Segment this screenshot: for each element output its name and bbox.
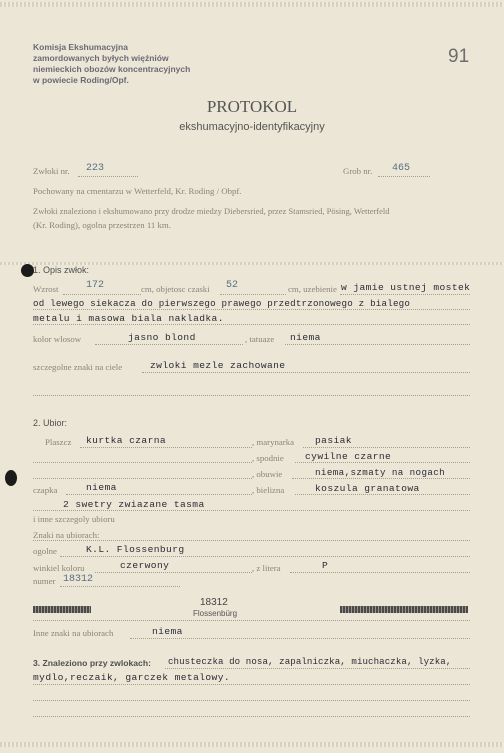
znaleziono-line-1	[165, 668, 470, 669]
spodnie-value: cywilne czarne	[305, 451, 392, 462]
pochowany-text: Pochowany na cmentarzu w Wetterfeld, Kr. Roding / Obpf.	[33, 186, 242, 196]
page-subtitle: ekshumacyjno-identyfikacyjny	[179, 121, 325, 133]
inne-znaki-line	[130, 638, 470, 639]
marynarka-value: pasiak	[315, 435, 352, 446]
litera-label: , z litera	[252, 563, 281, 573]
czaszka-value: 52	[226, 280, 239, 291]
bielizna-value: koszula granatowa	[315, 483, 420, 494]
inne-znaki-value: niema	[152, 626, 183, 637]
plaszcz-value: kurtka czarna	[86, 435, 167, 446]
inne-szczegoly-label: i inne szczegoly ubioru	[33, 514, 115, 524]
zwloki-line	[78, 176, 138, 177]
plaszcz-label: Plaszcz	[45, 437, 72, 447]
ogolne-line	[60, 556, 470, 557]
znaleziono-value-1: chusteczka do nosa, zapalniczka, miuchaczka, lyzka,	[168, 656, 452, 667]
obuwie-line-left	[33, 478, 252, 479]
section-opis-heading: 1. Opis zwłok:	[33, 265, 90, 275]
znaleziono-value-2: mydlo,reczaik, garczek metalowy.	[33, 672, 231, 683]
obuwie-line	[292, 478, 470, 479]
winkiel-label: winkiel koloru	[33, 563, 85, 573]
znaleziono-line-3	[33, 700, 470, 701]
struck-entry-left	[33, 606, 91, 613]
czapka-value: niema	[86, 482, 117, 493]
znaleziono-line-4	[33, 716, 470, 717]
znaleziono-line-2	[33, 684, 470, 685]
spodnie-line-left	[33, 462, 252, 463]
czaszka-line	[220, 294, 286, 295]
header-line-1: Komisja Ekshumacyjna	[33, 42, 128, 52]
wzrost-line	[63, 294, 141, 295]
stamp-place: Flossenbürg	[193, 609, 238, 618]
uzebienie-line-b	[33, 309, 470, 310]
zwloki-label: Zwłoki nr.	[33, 166, 70, 176]
page-title: PROTOKOL	[206, 97, 298, 116]
znalezione-line-2: (Kr. Roding), ogolna przestrzen 11 km.	[33, 220, 171, 230]
szczegolne-value: zwloki mezle zachowane	[150, 360, 286, 371]
winkiel-line	[95, 572, 252, 573]
tatuaze-label: , tatuaze	[245, 334, 275, 344]
wzrost-value: 172	[86, 280, 105, 291]
wzrost-label: Wzrost	[33, 284, 59, 294]
spodnie-line	[295, 462, 470, 463]
uzebienie-value-3: metalu i masowa biala nakladka.	[33, 313, 224, 324]
page-number: 91	[448, 46, 470, 67]
punch-hole-bottom	[5, 470, 17, 486]
uzebienie-value-1: w jamie ustnej mostek	[341, 282, 471, 293]
stamp-line	[33, 620, 470, 621]
header-line-4: w powiecie Roding/Opf.	[33, 75, 129, 85]
kolor-label: kolor wlosow	[33, 334, 82, 344]
znalezione-line-1: Zwłoki znaleziono i ekshumowano przy drodze miedzy Diebersried, przez Stamsried, Pösing, Wetterfeld	[33, 206, 390, 216]
grob-label: Grob nr.	[343, 166, 373, 176]
spodnie-label: , spodnie	[252, 453, 284, 463]
kolor-value: jasno blond	[128, 332, 196, 343]
numer-line	[60, 586, 180, 587]
top-border-band	[0, 2, 504, 7]
marynarka-label: , marynarka	[252, 437, 295, 447]
swetry-value: 2 swetry zwiazane tasma	[63, 499, 205, 510]
uzebienie-value-2: od lewego siekacza do pierwszego prawego przedtrzonowego z bialego	[33, 298, 411, 309]
swetry-line	[33, 510, 470, 511]
znaki-label: Znaki na ubiorach:	[33, 530, 100, 540]
tatuaze-value: niema	[290, 332, 321, 343]
header-line-2: zamordowanych byłych więźniów	[33, 53, 169, 63]
grob-number: 465	[392, 163, 411, 174]
szczegolne-line	[142, 372, 470, 373]
obuwie-value: niema,szmaty na nogach	[315, 467, 446, 478]
grob-line	[378, 176, 430, 177]
uzebienie-line-a	[340, 294, 470, 295]
winkiel-value: czerwony	[120, 560, 170, 571]
tatuaze-line	[285, 344, 470, 345]
kolor-line	[95, 344, 243, 345]
section-ubior-heading: 2. Ubior:	[33, 418, 68, 428]
czapka-label: czapka	[33, 485, 58, 495]
numer-label: numer	[33, 576, 56, 586]
ogolne-label: ogolne	[33, 546, 57, 556]
uzebienie-label: cm, uzebienie	[288, 284, 337, 294]
stamp-number: 18312	[200, 597, 228, 608]
litera-value: P	[322, 560, 329, 571]
bielizna-label: , bielizna	[252, 485, 285, 495]
litera-line	[290, 572, 470, 573]
section-znaleziono-heading: 3. Znaleziono przy zwlokach:	[33, 658, 151, 668]
czapka-line	[66, 494, 252, 495]
inne-szczegoly-line	[33, 540, 470, 541]
obuwie-label: , obuwie	[252, 469, 283, 479]
commission-header	[33, 42, 190, 86]
ogolne-value: K.L. Flossenburg	[86, 544, 185, 555]
uzebienie-line-c	[33, 324, 470, 325]
header-line-3: niemieckich obozów koncentracyjnych	[33, 64, 191, 74]
struck-entry-right	[340, 606, 468, 613]
plaszcz-line	[80, 447, 252, 448]
inne-znaki-label: Inne znaki na ubiorach	[33, 628, 114, 638]
szczegolne-label: szczegolne znaki na ciele	[33, 362, 123, 372]
bielizna-line	[295, 494, 470, 495]
szczegolne-line-2	[33, 395, 470, 396]
bottom-border-band	[0, 742, 504, 747]
zwloki-number: 223	[86, 163, 105, 174]
marynarka-line	[303, 447, 470, 448]
numer-value: 18312	[63, 574, 94, 585]
objetosc-label: cm, objetosc czaski	[141, 284, 210, 294]
